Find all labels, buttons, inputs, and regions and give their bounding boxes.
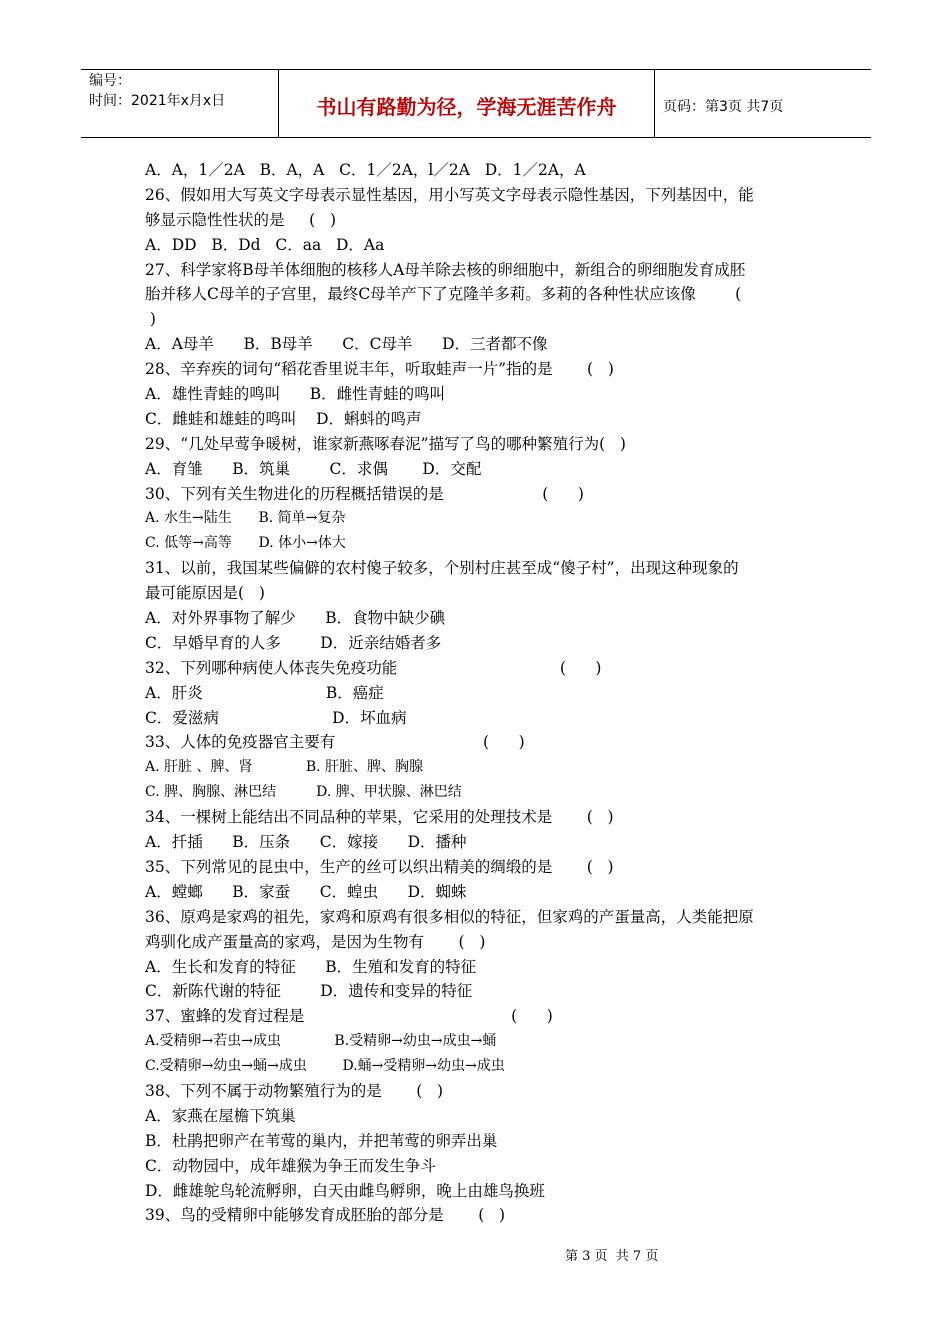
text-line: A．扦插 B．压条 C．嫁接 D．播种 [145,833,467,852]
text-line: 够显示隐性性状的是 ( ) [145,210,337,229]
text-line: A．肝炎 B．癌症 [145,683,384,702]
time-label: 时间：2021年x月x日 [89,93,226,109]
text-line: A.受精卵→若虫→成虫 B.受精卵→幼虫→成虫→蛹 [145,1033,497,1050]
text-line: A. 肝脏 、脾、肾 B. 肝脏、脾、胸腺 [145,759,424,776]
text-line: C．爱滋病 D．坏血病 [145,708,407,727]
text-line: A．螳螂 B．家蚕 C．蝗虫 D．蜘蛛 [145,882,467,901]
question-37: 37、蜜蜂的发育过程是 ( ) [145,1007,553,1026]
text-line: A. 水生→陆生 B. 简单→复杂 [145,510,346,527]
question-34: 34、一棵树上能结出不同品种的苹果，它采用的处理技术是 ( ) [145,808,614,827]
text-line: A．A母羊 B．B母羊 C．C母羊 D．三者都不像 [145,335,548,354]
text-line: D．雌雄鸵鸟轮流孵卵，白天由雌鸟孵卵，晚上由雄鸟换班 [145,1181,545,1200]
text-line: C．新陈代谢的特征 D．遗传和变异的特征 [145,982,473,1001]
text-line: A．生长和发育的特征 B．生殖和发育的特征 [145,957,477,976]
text-line: 鸡驯化成产蛋量高的家鸡，是因为生物有 ( ) [145,932,486,951]
text-line: 胎并移人C母羊的子宫里，最终C母羊产下了克隆羊多莉。多莉的各种性状应该像 ( [145,285,742,304]
footer-page-number: 第 3 页 共 7 页 [565,1249,659,1264]
text-line: A．育雏 B．筑巢 C．求偶 D．交配 [145,459,482,478]
text-line: A．A，1／2A B．A，A C．1／2A，l／2A D．1／2A，A [145,161,586,179]
question-28: 28、辛弃疾的词句“稻花香里说丰年，听取蛙声一片”指的是 ( ) [145,360,614,379]
question-33: 33、人体的免疫器官主要有 ( ) [145,733,525,752]
question-36: 36、原鸡是家鸡的祖先，家鸡和原鸡有很多相似的特征，但家鸡的产蛋量高，人类能把原 [145,907,754,926]
text-line: A．DD B．Dd C．aa D．Aa [145,235,385,254]
text-line: A．对外界事物了解少 B．食物中缺少碘 [145,609,446,628]
header-meta [81,70,279,137]
question-38: 38、下列不属于动物繁殖行为的是 ( ) [145,1081,444,1100]
question-32: 32、下列哪种病使人体丧失免疫功能 ( ) [145,658,602,677]
document-body [145,158,815,1228]
question-26: 26、假如用大写英文字母表示显性基因，用小写英文字母表示隐性基因，下列基因中，能 [145,185,754,204]
text-line: A．雄性青蛙的鸣叫 B．雌性青蛙的鸣叫 [145,385,446,404]
question-29: 29、“几处早莺争暖树，谁家新燕啄春泥”描写了鸟的哪种繁殖行为( ) [145,434,626,453]
text-line: C．早婚早育的人多 D．近亲结婚者多 [145,633,442,652]
header-motto: 书山有路勤为径，学海无涯苦作舟 [279,70,655,137]
number-label: 编号： [89,73,131,89]
page-header [81,69,871,138]
text-line: B．杜鹃把卵产在苇莺的巢内，并把苇莺的卵弄出巢 [145,1131,498,1150]
question-31: 31、以前，我国某些偏僻的农村傻子较多，个别村庄甚至成“傻子村”，出现这种现象的 [145,559,739,578]
question-39: 39、鸟的受精卵中能够发育成胚胎的部分是 ( ) [145,1206,506,1225]
header-page-info: 页码：第3页 共7页 [663,98,784,115]
text-line: C. 脾、胸腺、淋巴结 D. 脾、甲状腺、淋巴结 [145,784,462,801]
text-line: C．动物园中，成年雄猴为争王而发生争斗 [145,1156,436,1175]
text-line: ) [145,310,156,329]
text-line: 最可能原因是( ) [145,584,265,603]
text-line: C．雌蛙和雄蛙的鸣叫 D．蝌蚪的鸣声 [145,409,422,428]
text-line: A．家燕在屋檐下筑巢 [145,1106,296,1125]
question-30: 30、下列有关生物进化的历程概括错误的是 ( ) [145,484,584,503]
question-27: 27、科学家将B母羊体细胞的核移人A母羊除去核的卵细胞中，新组合的卵细胞发育成胚 [145,260,746,279]
question-35: 35、下列常见的昆虫中，生产的丝可以织出精美的绸缎的是 ( ) [145,857,614,876]
text-line: C.受精卵→幼虫→蛹→成虫 D.蛹→受精卵→幼虫→成虫 [145,1058,505,1075]
text-line: C. 低等→高等 D. 体小→体大 [145,535,346,552]
